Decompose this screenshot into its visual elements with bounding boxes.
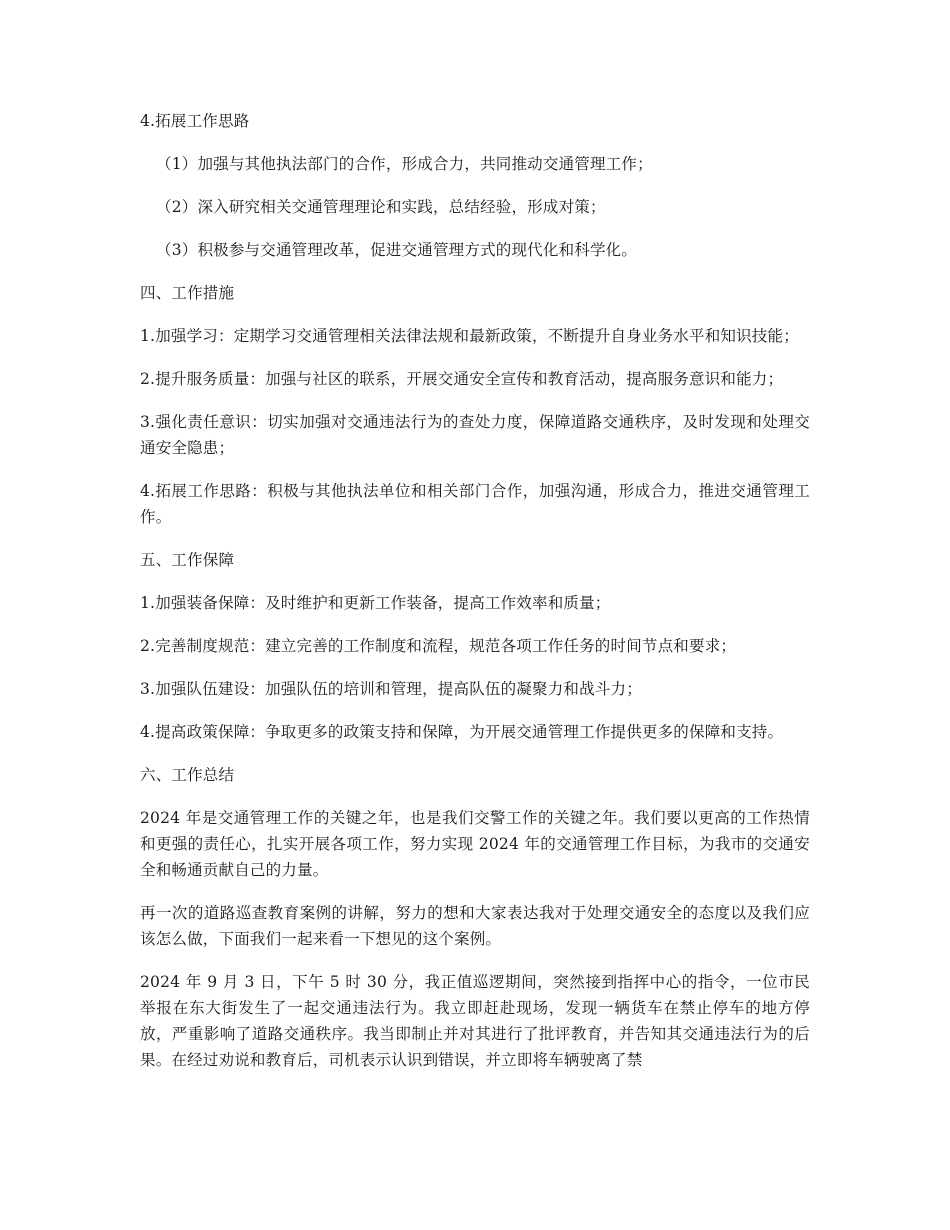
list-item: 4.拓展工作思路：积极与其他执法单位和相关部门合作，加强沟通，形成合力，推进交通管理工作。 [140,482,810,526]
section-heading-guarantees: 五、工作保障 [140,551,235,569]
list-item: 1.加强装备保障：及时维护和更新工作装备，提高工作效率和质量； [140,594,611,612]
section-heading-summary: 六、工作总结 [140,766,235,784]
list-item: 3.强化责任意识：切实加强对交通违法行为的查处力度，保障道路交通秩序，及时发现和处理交通安全隐患； [140,413,810,457]
list-item: （2）深入研究相关交通管理理论和实践，总结经验，形成对策； [156,198,606,216]
section-heading-expand-ideas: 4.拓展工作思路 [140,112,250,130]
list-item: 4.提高政策保障：争取更多的政策支持和保障，为开展交通管理工作提供更多的保障和支持。 [140,723,784,741]
list-item: 1.加强学习：定期学习交通管理相关法律法规和最新政策，不断提升自身业务水平和知识技能； [140,327,799,345]
body-paragraph: 2024 年 9 月 3 日，下午 5 时 30 分，我正值巡逻期间，突然接到指挥中心的指令，一位市民举报在东大街发生了一起交通违法行为。我立即赶赴现场，发现一辆货车在禁止停车的地方停放，严重影响了道路交通秩序。我当即制止并对其进行了批评教育，并告知其交通违法行为的后果。在经过劝说和教育后，司机表示认识到错误，并立即将车辆驶离了禁 [140,973,810,1069]
list-item: （1）加强与其他执法部门的合作，形成合力，共同推动交通管理工作； [156,155,653,173]
list-item: 2.提升服务质量：加强与社区的联系，开展交通安全宣传和教育活动，提高服务意识和能力； [140,370,784,388]
body-paragraph: 再一次的道路巡查教育案例的讲解，努力的想和大家表达我对于处理交通安全的态度以及我们应该怎么做，下面我们一起来看一下想见的这个案例。 [140,904,810,948]
list-item: （3）积极参与交通管理改革，促进交通管理方式的现代化和科学化。 [156,241,638,259]
document-page [140,108,810,1090]
list-item: 2.完善制度规范：建立完善的工作制度和流程，规范各项工作任务的时间节点和要求； [140,637,737,655]
body-paragraph: 2024 年是交通管理工作的关键之年，也是我们交警工作的关键之年。我们要以更高的工作热情和更强的责任心，扎实开展各项工作，努力实现 2024 年的交通管理工作目标，为我市的交通安全和畅通贡献自己的力量。 [140,809,810,879]
list-item: 3.加强队伍建设：加强队伍的培训和管理，提高队伍的凝聚力和战斗力； [140,680,642,698]
section-heading-measures: 四、工作措施 [140,284,235,302]
